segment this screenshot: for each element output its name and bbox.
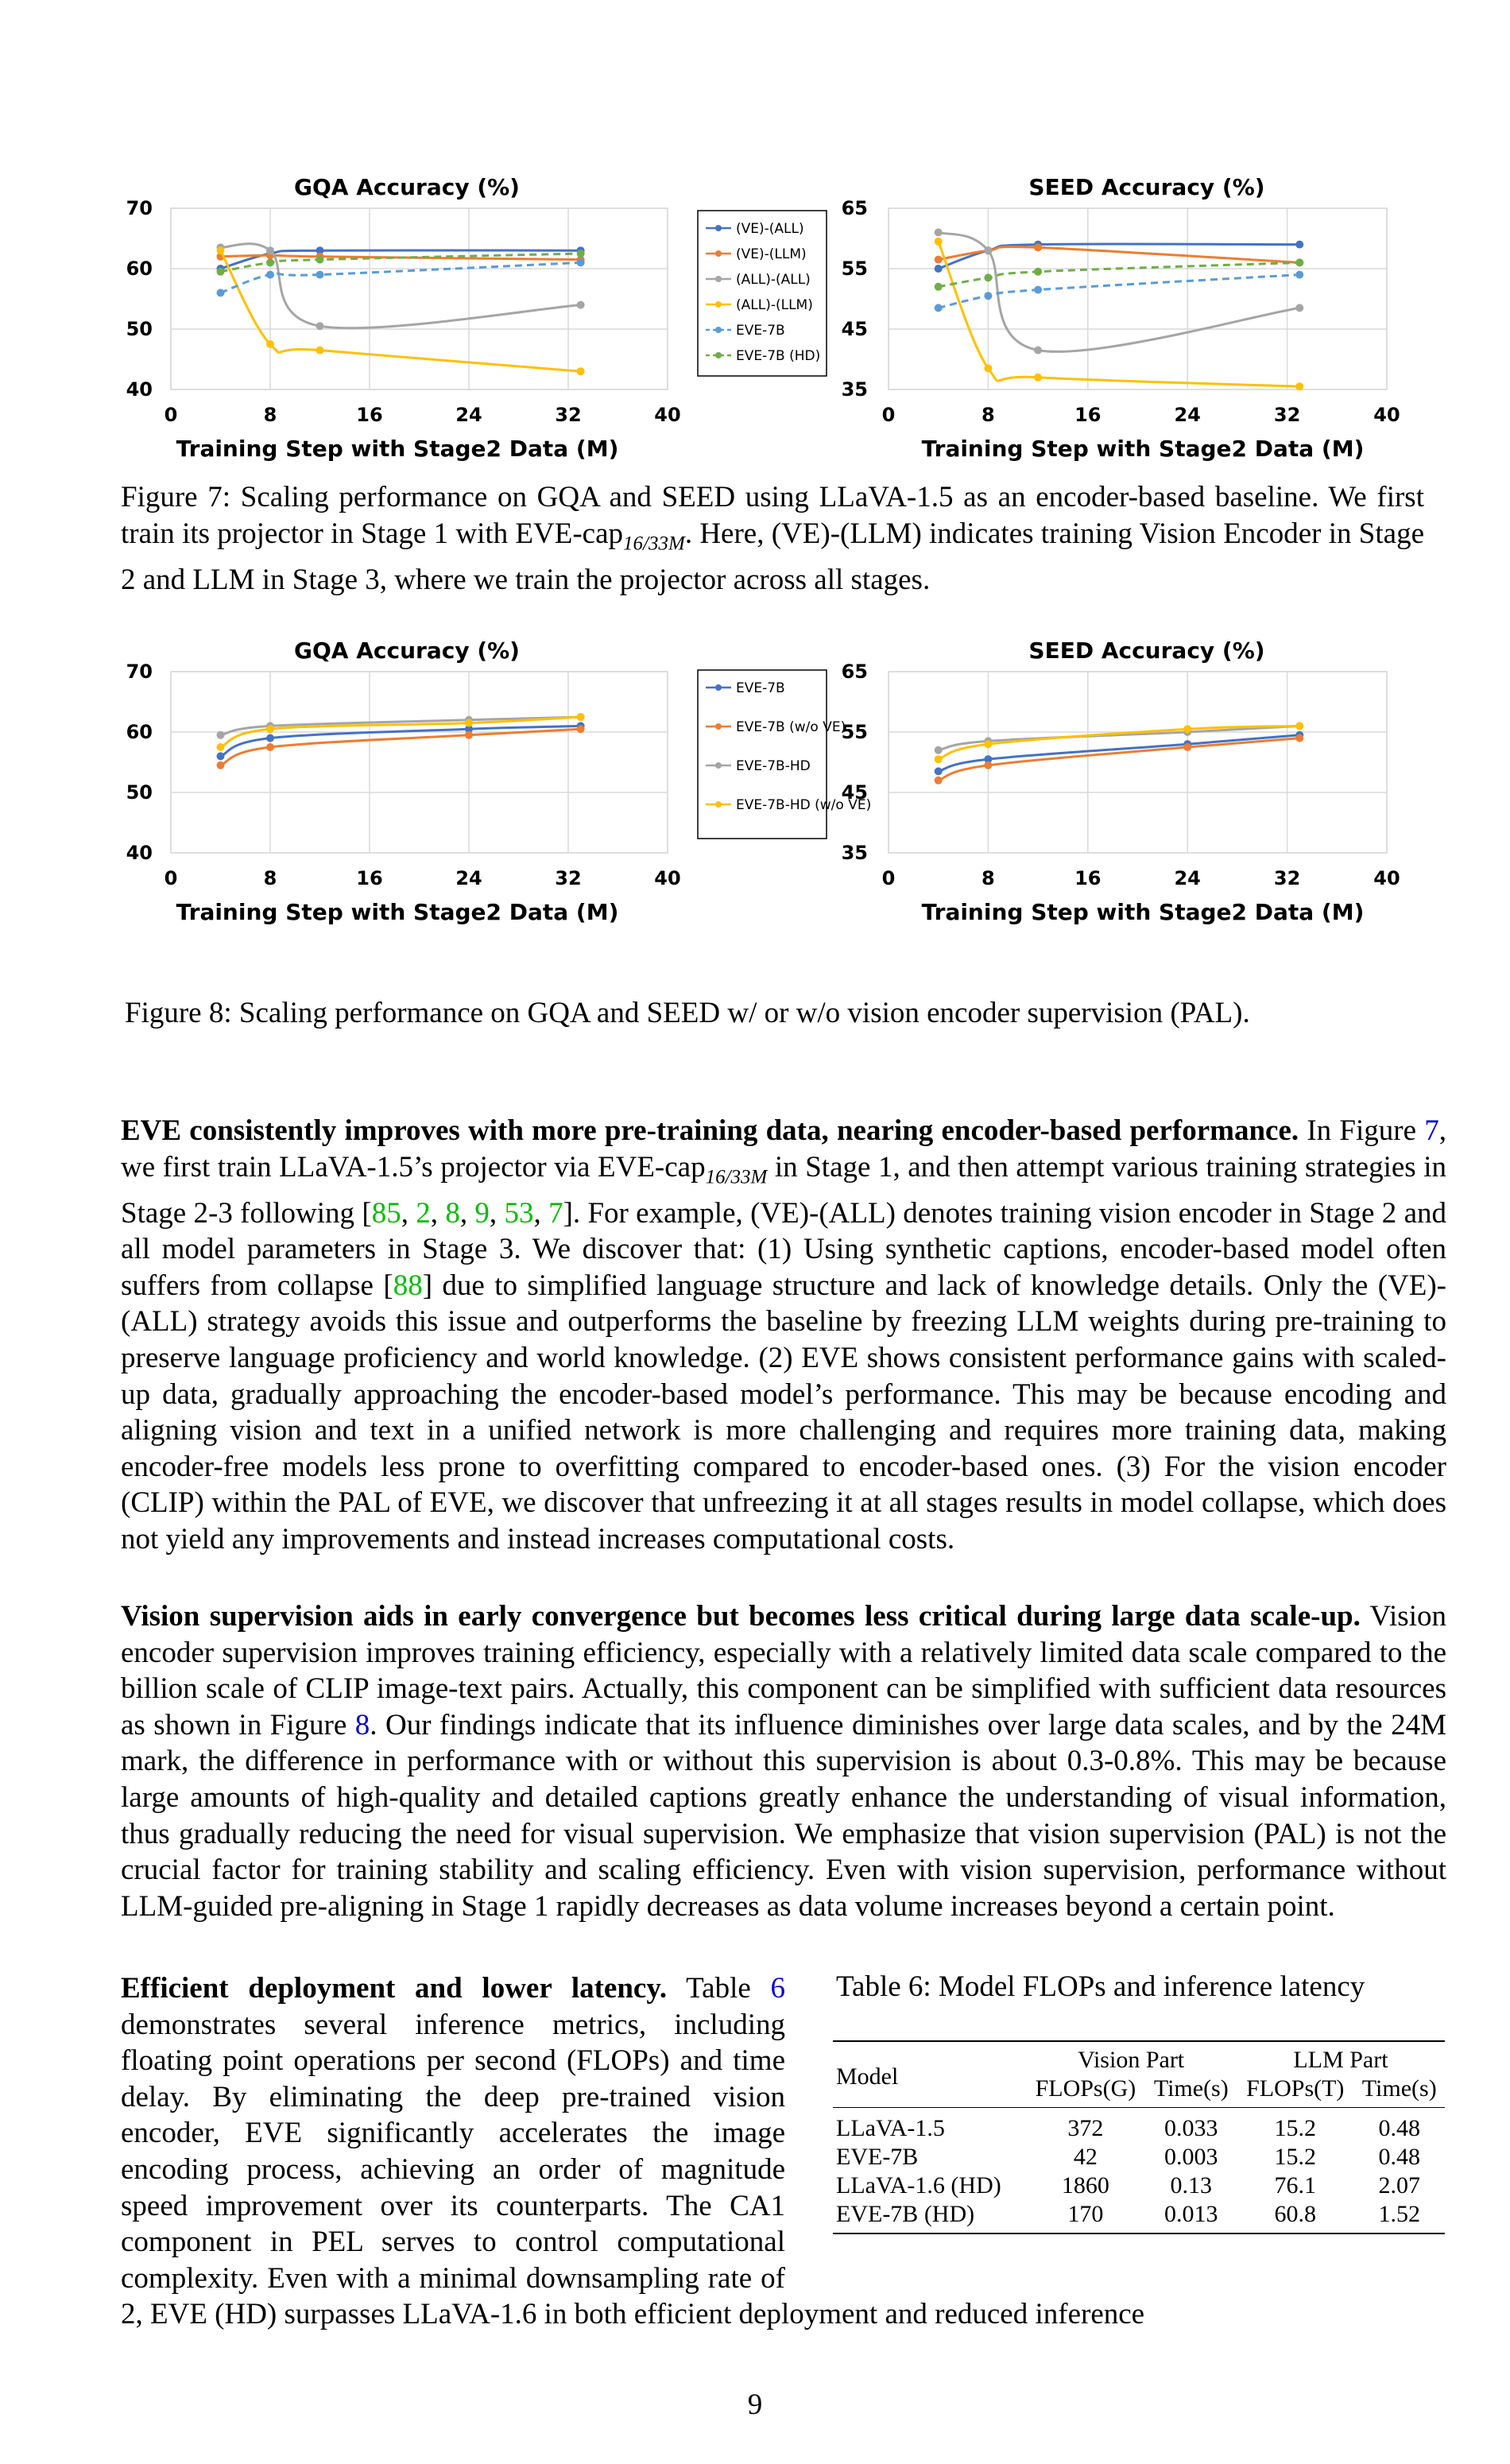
data-point xyxy=(1295,241,1303,249)
chart-title: SEED Accuracy (%) xyxy=(1028,637,1265,664)
paragraph-text: demonstrates several inference metrics, including floating point operations per second (FLOPs) and time delay. By eliminating the deep pre-trained vision encoder, EVE significantly accelerates the image encoding process, achieving an order of magnitude speed improvement over its counterparts. The CA1 component in PEL serves to control computational complexity. Even with a minimal downsampling rate of 2, EVE (HD) surpasses LLaVA-1.6 in both efficient deployment and reduced inference xyxy=(121,2008,1145,2331)
x-tick-label: 16 xyxy=(1074,867,1102,889)
paragraph-heading: Vision supervision aids in early convergence but becomes less critical during large data scale-up. xyxy=(121,1600,1361,1633)
grid xyxy=(171,208,668,389)
cell: 42 xyxy=(1073,2143,1098,2170)
data-point xyxy=(1034,286,1042,294)
paragraph-text: In Figure xyxy=(1299,1114,1425,1147)
caption-text: Scaling performance on GQA and SEED w/ or w/o vision encoder supervision (PAL). xyxy=(231,997,1250,1029)
cell: 0.013 xyxy=(1164,2200,1218,2227)
data-point xyxy=(316,271,324,279)
data-point xyxy=(1034,374,1042,382)
plot-frame xyxy=(171,208,668,389)
data-point xyxy=(266,725,274,733)
legend-fig8 xyxy=(698,670,871,839)
y-tick-label: 60 xyxy=(126,258,153,280)
paragraph-heading: Efficient deployment and lower latency. xyxy=(121,1972,668,2005)
data-point xyxy=(1295,271,1303,279)
cell: 1.52 xyxy=(1378,2200,1420,2227)
data-point xyxy=(984,292,992,300)
header-vision-flops: FLOPs(G) xyxy=(1035,2075,1136,2102)
table-row xyxy=(833,2108,1445,2143)
data-point xyxy=(935,228,943,236)
grid xyxy=(171,672,668,853)
cell: 0.48 xyxy=(1378,2114,1420,2141)
data-point xyxy=(217,268,225,276)
x-tick-label: 32 xyxy=(555,867,582,889)
legend-marker xyxy=(715,684,722,691)
data-point xyxy=(984,246,992,254)
x-tick-label: 0 xyxy=(881,404,896,426)
chart-title: GQA Accuracy (%) xyxy=(294,174,520,200)
x-tick-label: 40 xyxy=(1373,867,1400,889)
legend-marker xyxy=(715,801,722,808)
data-point xyxy=(935,767,943,775)
legend-label: EVE-7B-HD xyxy=(736,758,811,774)
paragraph-text: ] due to simplified language structure and lack of knowledge details. Only the (VE)-(ALL) strategy avoids this issue and outperforms the baseline by freezing LLM weights during pre-training to preserve language proficiency and world knowledge. (2) EVE shows consistent performance gains with scaled-up data, gradually approaching the encoder-based model’s performance. This may be because encoding and aligning vision and text in a unified network is more challenging and requires more training data, making encoder-free models less prone to overfitting compared to encoder-based ones. (3) For the vision encoder (CLIP) within the PAL of EVE, we discover that unfreezing it at all stages results in model collapse, which does not yield any improvements and instead increases computational costs. xyxy=(121,1269,1446,1555)
data-point xyxy=(1295,722,1303,730)
y-tick-label: 35 xyxy=(841,842,868,864)
y-tick-label: 40 xyxy=(126,378,153,401)
data-point xyxy=(984,364,992,372)
series-line xyxy=(939,242,1300,386)
x-tick-label: 0 xyxy=(881,867,896,889)
series-line xyxy=(221,262,581,293)
legend-label: EVE-7B xyxy=(736,323,785,339)
legend-label: (ALL)-(ALL) xyxy=(736,272,811,288)
series-line xyxy=(939,262,1300,286)
series-line xyxy=(939,275,1300,308)
x-tick-label: 40 xyxy=(1373,404,1400,426)
series-line xyxy=(221,726,581,756)
data-point xyxy=(316,347,324,354)
data-point xyxy=(577,250,585,258)
header-llm-part: LLM Part xyxy=(1293,2047,1388,2073)
data-point xyxy=(935,265,943,273)
cell: 170 xyxy=(1067,2200,1104,2227)
legend-marker xyxy=(715,762,722,769)
header-llm-flops: FLOPs(T) xyxy=(1246,2075,1345,2102)
chart-title: SEED Accuracy (%) xyxy=(1028,174,1265,200)
x-axis-label: Training Step with Stage2 Data (M) xyxy=(176,899,619,925)
table-6-caption: Table 6: Model FLOPs and inference latency xyxy=(836,1970,1365,2003)
citation-link[interactable]: 85 xyxy=(371,1196,401,1230)
y-tick-label: 70 xyxy=(126,661,153,683)
plot-frame xyxy=(171,672,668,853)
table-6-link[interactable]: 6 xyxy=(770,1972,785,2005)
series-line xyxy=(221,729,581,765)
caption-label: Figure 8: xyxy=(125,997,232,1029)
y-tick-label: 55 xyxy=(841,721,868,743)
data-point xyxy=(217,731,225,739)
x-tick-label: 32 xyxy=(555,404,582,426)
figure-7-link[interactable]: 7 xyxy=(1424,1114,1439,1147)
header-llm-time: Time(s) xyxy=(1361,2075,1437,2102)
x-tick-label: 16 xyxy=(356,867,383,889)
data-point xyxy=(577,258,585,266)
data-point xyxy=(935,746,943,754)
paragraph-vision-supervision xyxy=(121,1598,1446,1924)
x-tick-label: 16 xyxy=(356,404,383,426)
chart-fig7-seed xyxy=(842,174,1400,462)
legend-label: (VE)-(ALL) xyxy=(736,221,804,237)
data-point xyxy=(577,367,585,375)
x-tick-label: 40 xyxy=(654,867,681,889)
y-tick-label: 45 xyxy=(841,781,868,804)
header-vision-time: Time(s) xyxy=(1153,2075,1229,2102)
paragraph-text: ]. For example, (VE)-(ALL) denotes training vision encoder in Stage 2 and all model parameters in Stage 3. We discover that: (1) Using synthetic captions, encoder-based model often suffers from collapse [ xyxy=(121,1196,1447,1302)
cell: 1860 xyxy=(1061,2171,1109,2199)
data-point xyxy=(1295,382,1303,390)
chart-fig8-seed xyxy=(842,637,1400,925)
series-line xyxy=(939,726,1300,750)
x-tick-label: 24 xyxy=(455,404,482,426)
legend-marker xyxy=(715,301,722,308)
caption-subscript: 16/33M xyxy=(623,533,685,555)
table-row xyxy=(833,2171,1445,2200)
x-tick-label: 24 xyxy=(1174,867,1201,889)
flops-latency-table xyxy=(833,2040,1445,2234)
data-point xyxy=(935,283,943,291)
x-tick-label: 8 xyxy=(982,867,995,889)
citation-link[interactable]: 7 xyxy=(548,1196,563,1230)
data-point xyxy=(1295,734,1303,742)
x-axis-label: Training Step with Stage2 Data (M) xyxy=(921,899,1365,925)
citation-link[interactable]: 2 xyxy=(416,1196,431,1230)
paragraph-text: Table xyxy=(667,1972,771,2005)
table-row xyxy=(833,2143,1445,2171)
paragraph-text: . Our findings indicate that its influence diminishes over large data scales, and by the 24M mark, the difference in performance with or without this supervision is about 0.3-0.8%. This may be because large amounts of high-quality and detailed captions greatly enhance the understanding of visual information, thus gradually reducing the need for visual supervision. We emphasize that vision supervision (PAL) is not the crucial factor for training stability and scaling efficiency. Even with vision supervision, performance without LLM-guided pre-aligning in Stage 1 rapidly decreases as data volume increases beyond a certain point. xyxy=(121,1708,1446,1923)
cell-model: LLaVA-1.6 (HD) xyxy=(836,2171,1001,2199)
legend-label: EVE-7B xyxy=(736,680,785,696)
x-tick-label: 24 xyxy=(1174,404,1201,426)
data-point xyxy=(465,731,473,739)
cell: 0.003 xyxy=(1164,2143,1218,2170)
data-point xyxy=(217,761,225,769)
paragraph-text: , we first train LLaVA-1.5’s projector via EVE-cap xyxy=(121,1114,1446,1184)
data-point xyxy=(935,777,943,785)
paragraph-text: Vision encoder supervision improves training efficiency, especially with a relatively limited data scale compared to the billion scale of CLIP image-text pairs. Actually, this component can be simplified with sufficient data resources as shown in Figure xyxy=(121,1600,1446,1741)
data-point xyxy=(1034,268,1042,276)
header-vision-part: Vision Part xyxy=(1078,2047,1185,2073)
header-model: Model xyxy=(836,2063,899,2090)
x-tick-label: 24 xyxy=(455,867,482,889)
y-tick-label: 35 xyxy=(841,378,868,401)
data-point xyxy=(935,755,943,763)
paragraph-text: in Stage 1, and then attempt various training strategies in Stage 2-3 following [ xyxy=(121,1150,1446,1230)
chart-fig8-gqa xyxy=(126,637,681,925)
legend-marker xyxy=(715,723,722,730)
data-point xyxy=(217,752,225,760)
legend-fig7 xyxy=(698,211,827,376)
data-point xyxy=(1295,258,1303,266)
x-tick-label: 0 xyxy=(164,404,178,426)
citation-link[interactable]: 53 xyxy=(504,1196,534,1230)
cell-model: LLaVA-1.5 xyxy=(836,2114,945,2141)
x-tick-label: 16 xyxy=(1074,404,1102,426)
cell: 60.8 xyxy=(1274,2200,1316,2227)
y-tick-label: 50 xyxy=(126,318,153,340)
data-point xyxy=(935,238,943,246)
data-point xyxy=(266,271,274,279)
data-point xyxy=(266,340,274,348)
x-axis-label: Training Step with Stage2 Data (M) xyxy=(921,436,1365,462)
cell: 0.13 xyxy=(1170,2171,1213,2199)
chart-fig7-gqa xyxy=(126,174,681,462)
legend-label: EVE-7B (HD) xyxy=(736,348,821,364)
data-point xyxy=(984,761,992,769)
x-tick-label: 40 xyxy=(654,404,681,426)
data-point xyxy=(217,246,225,254)
x-tick-label: 0 xyxy=(164,867,178,889)
data-point xyxy=(577,301,585,309)
page-number: 9 xyxy=(747,2388,763,2421)
paragraph-subscript: 16/33M xyxy=(705,1165,768,1187)
cell-model: EVE-7B (HD) xyxy=(836,2200,975,2227)
data-point xyxy=(316,256,324,264)
legend-marker xyxy=(715,352,722,358)
caption-text: Scaling performance on GQA and SEED using LLaVA-1.5 as an encoder-based baseline. We first train its projector in Stage 1 with EVE-cap xyxy=(121,481,1424,550)
data-point xyxy=(465,719,473,727)
cell: 15.2 xyxy=(1274,2114,1316,2141)
data-point xyxy=(1034,243,1042,251)
data-point xyxy=(984,273,992,281)
cell: 76.1 xyxy=(1274,2171,1316,2199)
y-tick-label: 45 xyxy=(841,318,868,340)
paragraph-encoder-comparison: EVE consistently improves with more pre-training data, nearing encoder-based performance. In Figure 7, we first train LLaVA-1.5’s projector via EVE-cap$_{16/33M}$ in Stage 1, and then attempt various training strategies in Stage 2-3 following [85, 2, 8, 9, 53, 7]. For example, (VE)-(ALL) denotes training vision encoder in Stage 2 and all model parameters in Stage 3. We discover that: (1) Using synthetic captions, encoder-based model often suffers from collapse [88] due to simplified language structure and lack of knowledge details. Only the (VE)-(ALL) strategy avoids this issue and outperforms the baseline by freezing LLM weights during pre-training to preserve language proficiency and world knowledge. (2) EVE shows consistent performance gains with scaled-up data, gradually approaching the encoder-based model’s performance. This may be because encoding and aligning vision and text in a unified network is more challenging and requires more training data, making encoder-free models less prone to overfitting compared to encoder-based ones. (3) For the vision encoder (CLIP) within the PAL of EVE, we discover that unfreezing it at all stages results in model collapse, which does not yield any improvements and instead increases computational costs. xyxy=(121,1114,1447,1555)
data-point xyxy=(1034,347,1042,354)
data-point xyxy=(1183,725,1191,733)
cell-model: EVE-7B xyxy=(836,2143,919,2170)
x-tick-label: 32 xyxy=(1273,404,1301,426)
data-point xyxy=(1295,304,1303,312)
data-point xyxy=(266,743,274,751)
x-axis-label: Training Step with Stage2 Data (M) xyxy=(176,436,619,462)
y-tick-label: 65 xyxy=(841,197,868,219)
series-line xyxy=(221,244,581,328)
figure-charts xyxy=(0,0,1510,954)
data-point xyxy=(217,289,225,296)
legend-label: (VE)-(LLM) xyxy=(736,246,807,262)
figure-8-link[interactable]: 8 xyxy=(354,1708,370,1741)
cell: 372 xyxy=(1067,2114,1104,2141)
cell: 0.033 xyxy=(1164,2114,1218,2141)
data-point xyxy=(316,322,324,330)
cell: 2.07 xyxy=(1378,2171,1420,2199)
caption-text-rest: . Here, (VE)-(LLM) indicates training Vision Encoder in Stage 2 and LLM in Stage 3, where we train the projector across all stages. xyxy=(121,517,1424,597)
y-tick-label: 60 xyxy=(126,721,153,743)
legend-label: EVE-7B (w/o VE) xyxy=(736,719,846,735)
paragraph-heading: EVE consistently improves with more pre-training data, nearing encoder-based performance. xyxy=(121,1114,1299,1147)
x-tick-label: 32 xyxy=(1273,867,1301,889)
citation-link[interactable]: 8 xyxy=(445,1196,460,1230)
data-point xyxy=(266,246,274,254)
legend-label: EVE-7B-HD (w/o VE) xyxy=(736,797,872,813)
legend-label: (ALL)-(LLM) xyxy=(736,297,813,313)
data-point xyxy=(935,256,943,264)
legend-marker xyxy=(715,225,722,231)
chart-title: GQA Accuracy (%) xyxy=(294,637,520,664)
x-tick-label: 8 xyxy=(263,867,277,889)
legend-marker xyxy=(715,276,722,282)
legend-marker xyxy=(715,250,722,257)
data-point xyxy=(577,713,585,721)
data-point xyxy=(266,734,274,742)
y-tick-label: 40 xyxy=(126,842,153,864)
data-point xyxy=(217,743,225,751)
y-tick-label: 70 xyxy=(126,197,153,219)
data-point xyxy=(1183,743,1191,751)
y-tick-label: 65 xyxy=(841,661,868,683)
figure-8-caption xyxy=(125,995,1428,1032)
data-point xyxy=(984,740,992,748)
citation-link[interactable]: 9 xyxy=(474,1196,490,1230)
figure-7-caption xyxy=(121,479,1424,599)
table-row xyxy=(833,2200,1445,2233)
x-tick-label: 8 xyxy=(982,404,995,426)
legend-marker xyxy=(715,327,722,333)
caption-label: Figure 7: xyxy=(121,481,231,513)
citation-link[interactable]: 88 xyxy=(393,1269,423,1302)
cell: 15.2 xyxy=(1274,2143,1316,2170)
y-tick-label: 50 xyxy=(126,781,153,804)
cell: 0.48 xyxy=(1378,2143,1420,2170)
data-point xyxy=(266,258,274,266)
data-point xyxy=(935,304,943,312)
data-point xyxy=(577,725,585,733)
x-tick-label: 8 xyxy=(263,404,277,426)
y-tick-label: 55 xyxy=(841,258,868,280)
